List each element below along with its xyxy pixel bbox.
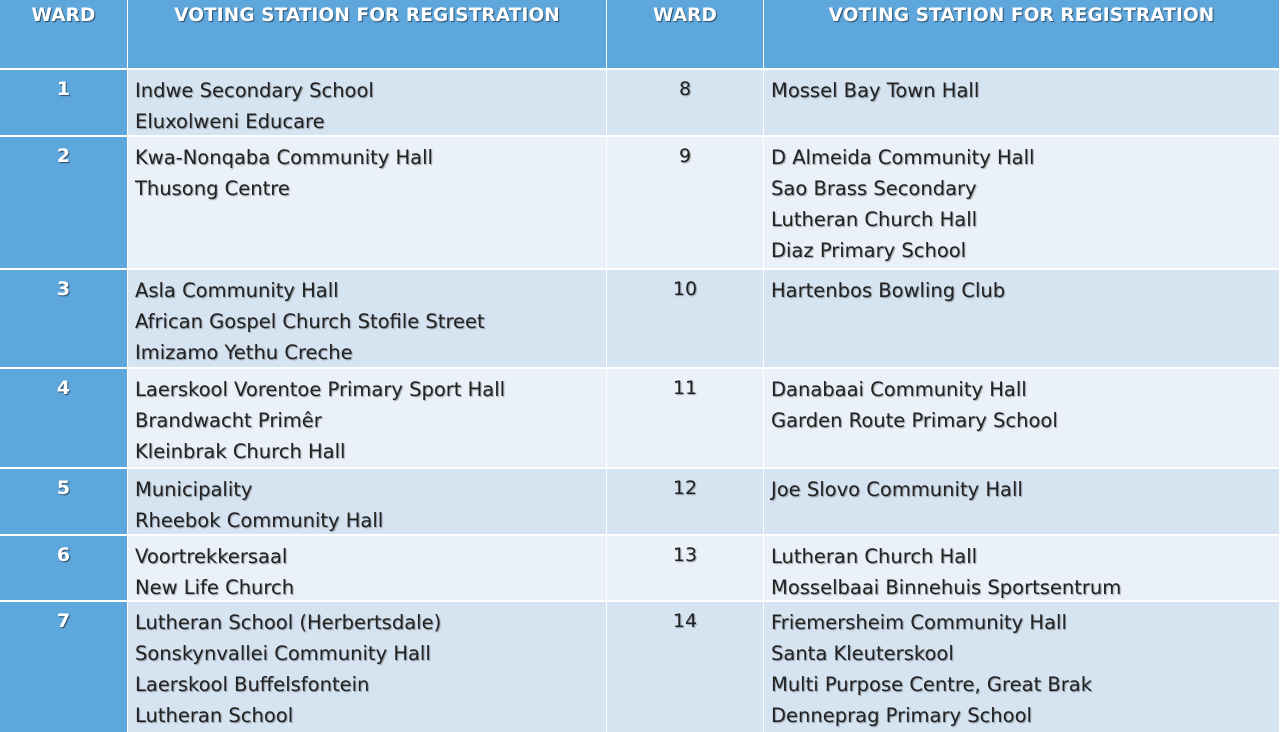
- header-ward-left: WARD: [0, 0, 128, 68]
- ward-number-left: 4: [0, 369, 128, 467]
- station-list-right: [764, 270, 1280, 367]
- header-station-right: VOTING STATION FOR REGISTRATION: [764, 0, 1280, 68]
- ward-number-right: 8: [607, 70, 764, 135]
- station-name: Lutheran Church Hall: [771, 545, 978, 568]
- ward-number-left: 3: [0, 270, 128, 367]
- station-list-right: [764, 602, 1280, 732]
- station-list-right: [764, 536, 1280, 600]
- header-station-left: VOTING STATION FOR REGISTRATION: [128, 0, 607, 68]
- station-list-left: [128, 270, 607, 367]
- station-name: Danabaai Community Hall: [771, 378, 1027, 401]
- station-name: Friemersheim Community Hall: [771, 611, 1067, 634]
- station-list-right: [764, 70, 1280, 135]
- station-name: Garden Route Primary School: [771, 409, 1058, 432]
- station-name: Hartenbos Bowling Club: [771, 279, 1006, 302]
- station-list-right: [764, 137, 1280, 268]
- ward-number-left: 2: [0, 137, 128, 268]
- station-list-left: [128, 469, 607, 534]
- ward-number-right: 13: [607, 536, 764, 600]
- ward-number-left: 6: [0, 536, 128, 600]
- station-name: Lutheran School: [135, 704, 294, 727]
- station-list-left: [128, 70, 607, 135]
- station-name: Diaz Primary School: [771, 239, 967, 262]
- station-name: Brandwacht Primêr: [135, 409, 322, 432]
- station-name: Imizamo Yethu Creche: [135, 341, 353, 364]
- station-name: Sonskynvallei Community Hall: [135, 642, 431, 665]
- station-name: Indwe Secondary School: [135, 79, 374, 102]
- station-list-right: [764, 469, 1280, 534]
- station-name: Joe Slovo Community Hall: [771, 478, 1023, 501]
- ward-number-left: 5: [0, 469, 128, 534]
- station-name: Denneprag Primary School: [771, 704, 1032, 727]
- header-ward-right: WARD: [607, 0, 764, 68]
- ward-number-left: 7: [0, 602, 128, 732]
- station-name: Rheebok Community Hall: [135, 509, 384, 532]
- station-name: Kleinbrak Church Hall: [135, 440, 346, 463]
- ward-number-right: 11: [607, 369, 764, 467]
- station-name: Lutheran School (Herbertsdale): [135, 611, 442, 634]
- station-name: Santa Kleuterskool: [771, 642, 954, 665]
- station-name: Laerskool Buffelsfontein: [135, 673, 370, 696]
- station-list-left: [128, 602, 607, 732]
- ward-number-right: 14: [607, 602, 764, 732]
- station-list-left: [128, 369, 607, 467]
- station-name: Municipality: [135, 478, 253, 501]
- station-name: Kwa-Nonqaba Community Hall: [135, 146, 433, 169]
- station-list-left: [128, 137, 607, 268]
- station-name: Mosselbaai Binnehuis Sportsentrum: [771, 576, 1122, 599]
- station-name: Laerskool Vorentoe Primary Sport Hall: [135, 378, 506, 401]
- station-name: Voortrekkersaal: [135, 545, 288, 568]
- ward-number-right: 10: [607, 270, 764, 367]
- station-name: Multi Purpose Centre, Great Brak: [771, 673, 1093, 696]
- station-name: Thusong Centre: [135, 177, 290, 200]
- station-name: D Almeida Community Hall: [771, 146, 1035, 169]
- station-list-left: [128, 536, 607, 600]
- station-name: Asla Community Hall: [135, 279, 339, 302]
- ward-number-right: 12: [607, 469, 764, 534]
- ward-number-left: 1: [0, 70, 128, 135]
- station-name: Mossel Bay Town Hall: [771, 79, 980, 102]
- station-name: Lutheran Church Hall: [771, 208, 978, 231]
- station-name: Sao Brass Secondary: [771, 177, 977, 200]
- station-name: African Gospel Church Stofile Street: [135, 310, 485, 333]
- station-list-right: [764, 369, 1280, 467]
- station-name: Eluxolweni Educare: [135, 110, 325, 133]
- station-name: New Life Church: [135, 576, 295, 599]
- ward-number-right: 9: [607, 137, 764, 268]
